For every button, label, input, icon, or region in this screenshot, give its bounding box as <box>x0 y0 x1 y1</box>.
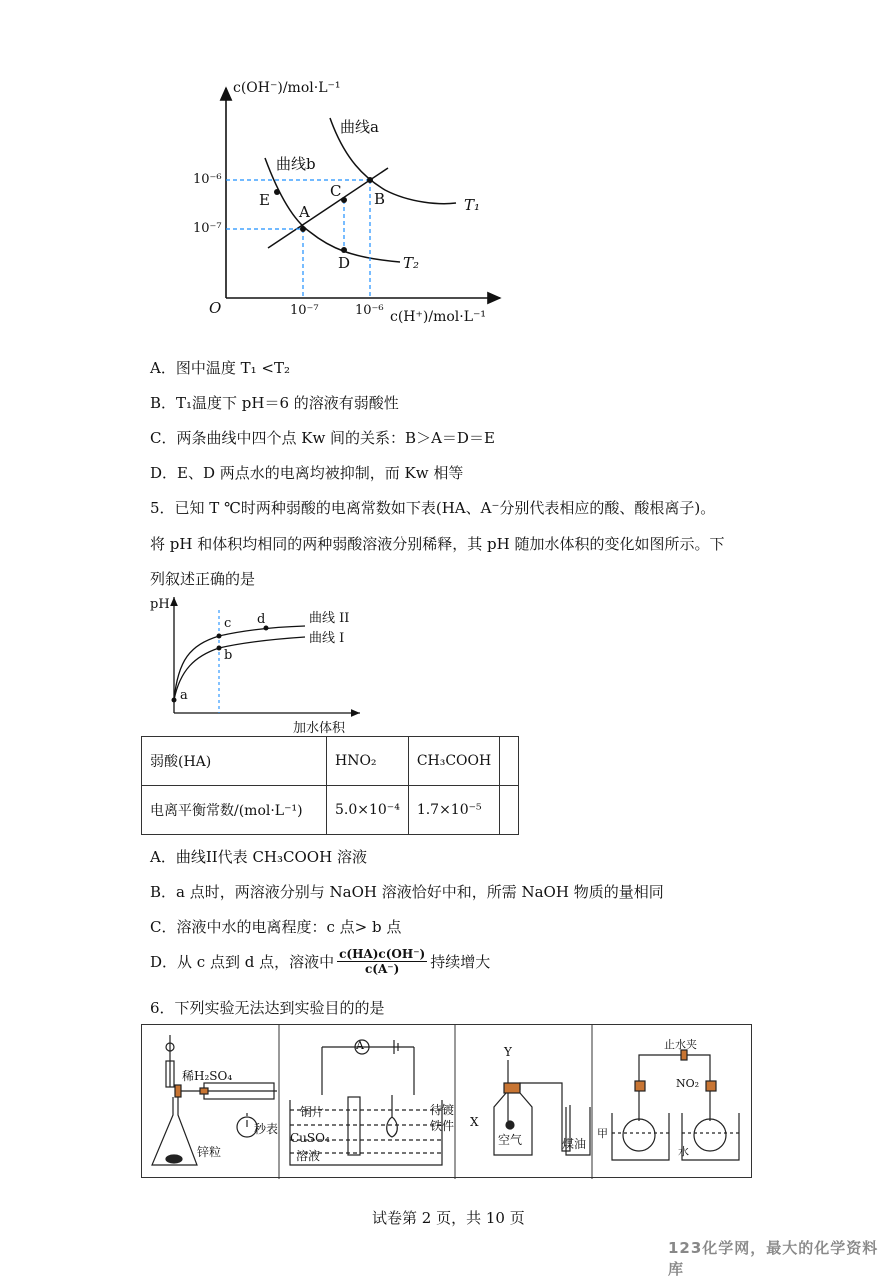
point-C <box>341 197 347 203</box>
label-kerosene: 煤油 <box>562 1137 587 1151</box>
fraction-numerator: c(HA)c(OH⁻) <box>339 947 426 961</box>
label-cuso4: CuSO₄ <box>290 1131 330 1145</box>
label-air: 空气 <box>498 1133 523 1147</box>
page-footer: 试卷第 2 页，共 10 页 <box>372 1209 525 1227</box>
ph-label-c: c <box>224 616 232 631</box>
q5-option-a: A．曲线II代表 CH₃COOH 溶液 <box>150 848 367 866</box>
ph-curve1-label: 曲线 I <box>309 631 345 646</box>
ph-label-a: a <box>180 688 188 703</box>
point-A <box>300 226 306 232</box>
q5-option-b: B．a 点时，两溶液分别与 NaOH 溶液恰好中和，所需 NaOH 物质的量相同 <box>150 883 664 901</box>
point-b <box>217 646 222 651</box>
label-Y: Y <box>504 1045 512 1059</box>
g1-label-C: C <box>330 182 342 200</box>
q5-stem-3: 列叙述正确的是 <box>150 570 256 588</box>
ph-y-label: pH <box>150 597 170 612</box>
q5-option-d-fraction <box>337 947 427 976</box>
g1-curve-a-label: 曲线a <box>340 118 379 136</box>
q5-option-d-prefix: D．从 c 点到 d 点，溶液中 <box>150 953 335 971</box>
watermark: 123化学网，最大的化学资料库 <box>668 1239 879 1278</box>
label-zinc: 锌粒 <box>197 1145 222 1159</box>
g1-label-D: D <box>338 254 351 272</box>
g1-ytick-7: 10⁻⁷ <box>193 221 222 236</box>
q5-option-d <box>150 947 490 976</box>
q4-option-b: B．T₁温度下 pH＝6 的溶液有弱酸性 <box>150 394 399 412</box>
kw-graph <box>195 75 505 335</box>
g1-T1: T₁ <box>464 196 481 214</box>
point-D <box>341 247 347 253</box>
point-B <box>367 177 373 183</box>
q5-option-c: C．溶液中水的电离程度：c 点> b 点 <box>150 918 402 936</box>
label-no2: NO₂ <box>676 1077 700 1090</box>
g1-curve-b-label: 曲线b <box>276 155 316 173</box>
q4-option-a: A．图中温度 T₁ <T₂ <box>150 359 290 377</box>
table-header-hno2: HNO₂ <box>327 737 409 786</box>
ph-x-label: 加水体积 <box>293 721 346 736</box>
point-a <box>172 698 177 703</box>
table-value-ch3cooh: 1.7×10⁻⁵ <box>408 786 499 835</box>
q4-option-c: C．两条曲线中四个点 Kw 间的关系：B＞A＝D＝E <box>150 429 495 447</box>
table-value-hno2: 5.0×10⁻⁴ <box>327 786 409 835</box>
experiment-table <box>141 1024 752 1178</box>
q6-stem: 6．下列实验无法达到实验目的的是 <box>150 999 385 1017</box>
ph-label-d: d <box>257 612 266 627</box>
q4-option-d: D．E、D 两点水的电离均被抑制，而 Kw 相等 <box>150 464 464 482</box>
ph-curve2-label: 曲线 II <box>309 611 350 626</box>
g1-label-A: A <box>299 203 310 221</box>
label-dilute-acid: 稀H₂SO₄ <box>182 1069 233 1083</box>
label-jia: 甲 <box>597 1127 608 1140</box>
label-iron-piece: 铁件 <box>430 1119 455 1133</box>
g1-T2: T₂ <box>403 254 420 272</box>
g1-ytick-6: 10⁻⁶ <box>193 172 222 187</box>
label-to-plate: 待镀 <box>430 1103 455 1117</box>
cell4-apparatus <box>612 1050 739 1160</box>
label-copper: 铜片 <box>300 1105 325 1119</box>
g1-xtick-7: 10⁻⁷ <box>290 303 319 318</box>
curve-II <box>174 626 305 700</box>
point-E <box>274 189 280 195</box>
label-X: X <box>470 1115 479 1129</box>
g1-label-B: B <box>374 190 386 208</box>
g1-origin: O <box>209 299 222 317</box>
ionization-table <box>141 736 519 835</box>
curve-I <box>174 637 305 700</box>
table-row-label: 电离平衡常数/(mol·L⁻¹) <box>142 786 327 835</box>
label-solution: 溶液 <box>296 1149 321 1163</box>
label-stopwatch: 秒表 <box>254 1122 279 1136</box>
ph-label-b: b <box>224 648 233 663</box>
g1-x-label: c(H⁺)/mol·L⁻¹ <box>390 309 487 325</box>
q5-stem-2: 将 pH 和体积均相同的两种弱酸溶液分别稀释，其 pH 随加水体积的变化如图所示。下 <box>150 535 725 553</box>
label-water: 水 <box>678 1145 689 1158</box>
q5-stem-1: 5．已知 T ℃时两种弱酸的电离常数如下表(HA、A⁻分别代表相应的酸、酸根离子)。 <box>150 499 716 517</box>
table-header-ch3cooh: CH₃COOH <box>408 737 499 786</box>
point-c <box>217 634 222 639</box>
g1-xtick-6: 10⁻⁶ <box>355 303 384 318</box>
label-clamp: 止水夹 <box>664 1038 697 1051</box>
fraction-denominator: c(A⁻) <box>365 962 400 976</box>
g1-label-E: E <box>259 191 270 209</box>
label-ammeter: A <box>356 1039 364 1052</box>
table-header-acid: 弱酸(HA) <box>142 737 327 786</box>
q5-option-d-suffix: 持续增大 <box>430 953 491 971</box>
g1-y-label: c(OH⁻)/mol·L⁻¹ <box>233 80 341 96</box>
